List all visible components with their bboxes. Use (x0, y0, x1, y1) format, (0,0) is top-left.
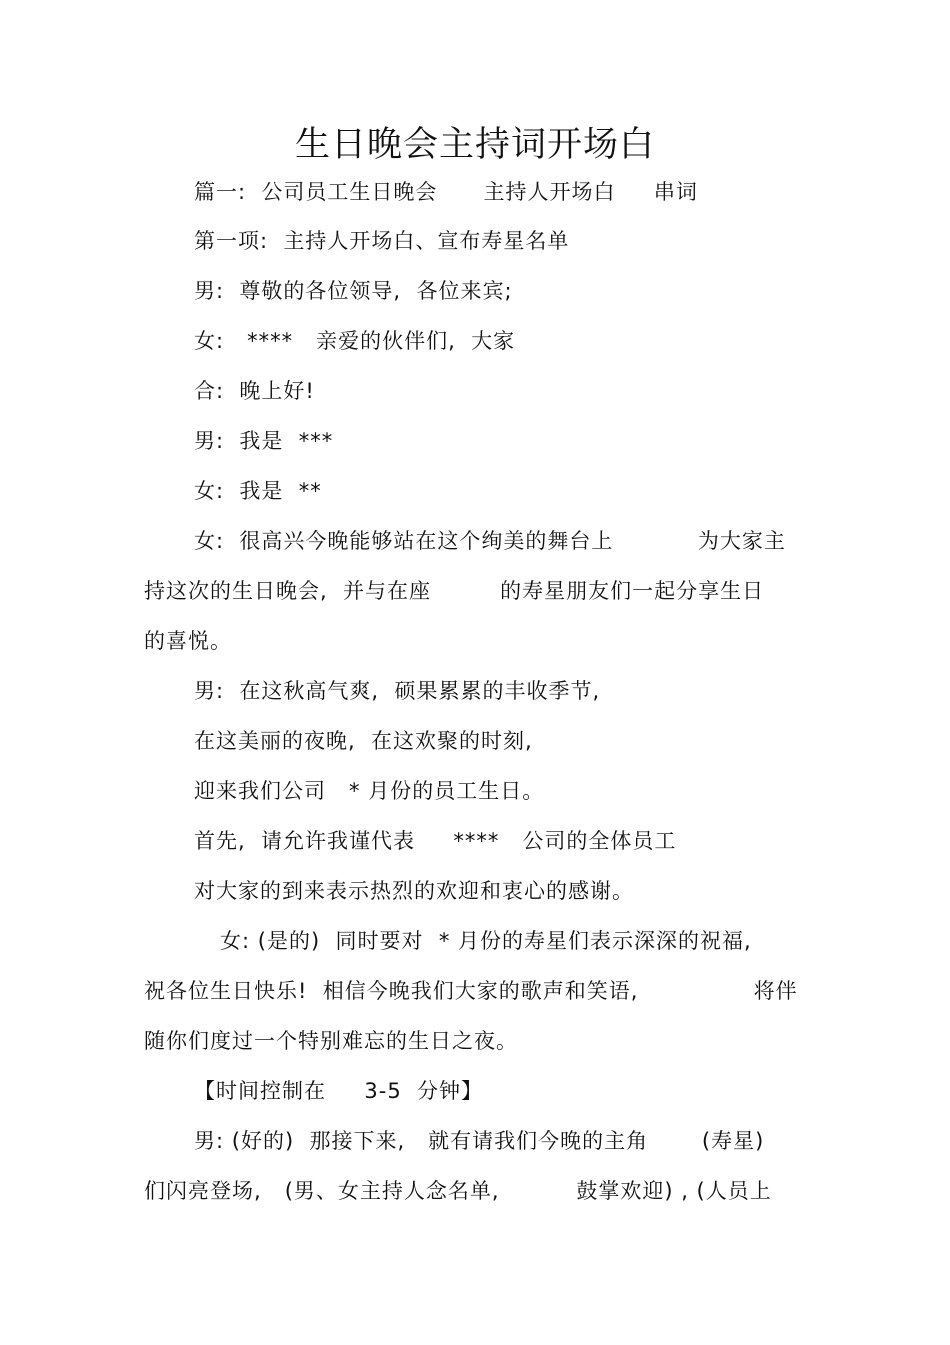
text-line: 首先, 请允许我谨代表 **** 公司的全体员工 (194, 829, 677, 853)
text-line: 男: (好的) 那接下来, 就有请我们今晚的主角 (寿星) (194, 1129, 765, 1153)
text-line: 篇一: 公司员工生日晚会 主持人开场白 串词 (194, 180, 698, 204)
text-line: 女: **** 亲爱的伙伴们, 大家 (194, 329, 516, 353)
text-line: 的喜悦。 (144, 629, 232, 653)
text-line: 女: 我是 ** (194, 479, 322, 503)
text-line: 女: 很高兴今晚能够站在这个绚美的舞台上 为大家主 (194, 529, 786, 553)
text-line: 祝各位生日快乐! 相信今晚我们大家的歌声和笑语, 将伴 (144, 979, 798, 1003)
page-title: 生日晚会主持词开场白 (294, 125, 655, 165)
text-line: 合: 晚上好! (194, 379, 315, 403)
text-line: 随你们度过一个特别难忘的生日之夜。 (144, 1029, 518, 1053)
text-line: 在这美丽的夜晚, 在这欢聚的时刻, (194, 729, 533, 753)
text-line: 男: 在这秋高气爽, 硕果累累的丰收季节, (194, 679, 601, 703)
text-line: 迎来我们公司 * 月份的员工生日。 (194, 779, 545, 803)
text-line: 男: 我是 *** (194, 429, 334, 453)
text-line: 持这次的生日晚会, 并与在座 的寿星朋友们一起分享生日 (144, 579, 765, 603)
text-line: 对大家的到来表示热烈的欢迎和衷心的感谢。 (194, 879, 634, 903)
text-line: 【时间控制在 3-5 分钟】 (194, 1079, 484, 1103)
text-line: 第一项: 主持人开场白、宣布寿星名单 (194, 229, 570, 253)
text-line: 女: (是的) 同时要对 * 月份的寿星们表示深深的祝福, (220, 929, 752, 953)
text-line: 们闪亮登场, (男、女主持人念名单, 鼓掌欢迎) , (人员上 (144, 1179, 772, 1203)
text-line: 男: 尊敬的各位领导, 各位来宾; (194, 279, 513, 303)
